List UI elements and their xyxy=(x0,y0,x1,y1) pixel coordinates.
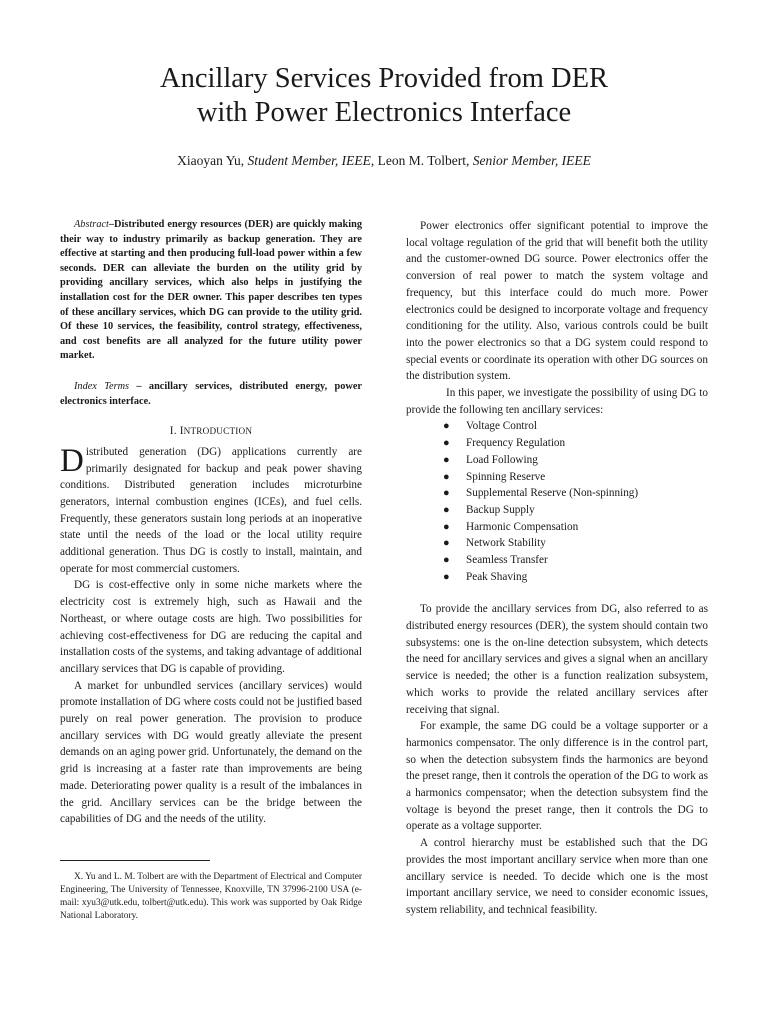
section-heading-introduction: I. INTRODUCTION xyxy=(169,425,253,438)
paper-title xyxy=(0,62,768,130)
bullet-icon: ● xyxy=(443,453,450,466)
bullet-icon: ● xyxy=(443,470,450,483)
abstract xyxy=(60,218,362,364)
right-paragraph-3: To provide the ancillary services from DG, also referred to as distributed energy resources (DER), the system should contain two subsystems: one is the on-line detection subsystem, which detects the need for ancillary services and gives a signal when an ancillary service is needed; the other is a function realization subsystem, which works to provide the related ancillary services after receiving that signal. xyxy=(406,603,708,716)
drop-cap: D xyxy=(60,442,84,479)
list-item: ● Harmonic Compensation xyxy=(443,519,708,536)
index-terms xyxy=(60,380,362,409)
footnote-rule xyxy=(60,860,210,861)
bullet-icon: ● xyxy=(443,487,450,500)
list-item: ● Frequency Regulation xyxy=(443,435,708,452)
bullet-icon: ● xyxy=(443,537,450,550)
left-column xyxy=(60,218,362,923)
bullet-icon: ● xyxy=(443,520,450,533)
right-paragraph-2: In this paper, we investigate the possibility of using DG to provide the following ten ancillary services: xyxy=(406,387,708,416)
list-item: ● Seamless Transfer xyxy=(443,552,708,569)
list-item: ● Peak Shaving xyxy=(443,569,708,586)
right-paragraph-4: For example, the same DG could be a voltage supporter or a harmonics compensator. The only difference is in the control part, so when the detection subsystem finds the harmonics are beyond the preset range, then it controls the operation of the DG to work as a harmonics compensator; when the detection subsystem find the voltage is beyond the preset range, then it controls the DG to operate as a voltage supporter. xyxy=(406,720,708,833)
index-terms-label: Index Terms xyxy=(74,380,130,392)
list-item: ● Voltage Control xyxy=(443,418,708,435)
bullet-icon: ● xyxy=(443,503,450,516)
footnote: X. Yu and L. M. Tolbert are with the Department of Electrical and Computer Engineering, The University of Tennessee, Knoxville, TN 37996-2100 USA (e-mail: xyu3@utk.edu, tolbert@utk.edu). This work was supported by Oak Ridge National Laboratory. xyxy=(60,872,362,921)
abstract-text: –Distributed energy resources (DER) are quickly making their way to industry primarily as backup generation. They are effective at starting and then producing full-load power within a few seconds. DER can alleviate the burden on the utility grid by providing ancillary services, which also helps in justifying the installation cost for the DER owner. This paper describes ten types of these ancillary services, which DG can provide to the utility grid. Of these 10 services, the feasibility, control strategy, effectiveness, and cost benefits are all analyzed for the future utility power market. xyxy=(60,219,362,362)
author-line xyxy=(0,153,768,169)
author-2-name: , Leon M. Tolbert, xyxy=(370,153,473,168)
title-line-2: with Power Electronics Interface xyxy=(196,97,572,128)
list-item: ● Spinning Reserve xyxy=(443,469,708,486)
title-line-1: Ancillary Services Provided from DER xyxy=(160,63,608,94)
right-paragraph-5: A control hierarchy must be established such that the DG provides the most important ancillary service when more than one ancillary service is needed. To decide which one is the most important ancillary service, we need to consider economic issues, system reliability, and technical feasibility. xyxy=(406,837,708,916)
author-1-role: Student Member, IEEE xyxy=(247,153,371,168)
bullet-icon: ● xyxy=(443,570,450,583)
intro-paragraph-2: DG is cost-effective only in some niche markets where the electricity cost is extremely high, such as Hawaii and the Northeast, or where outage costs are high. Two possibilities for achieving cost-effectiveness for DG are reducing the capital and installation costs of the systems, and taking advantage of additional ancillary services that DG is capable of providing. xyxy=(60,579,362,675)
intro-paragraph-1: Distributed generation (DG) applications currently are primarily designated for backup and peak power shaving conditions. Distributed generation includes microturbine generators, internal combustion engines (ICEs), and fuel cells. Frequently, these generators sustain long periods at an inoperative state until the needs of the load or the local utility require additional generation. Thus DG is costly to install, maintain, and operate for most commercial customers. xyxy=(60,442,362,575)
bullet-icon: ● xyxy=(443,420,450,433)
right-column xyxy=(406,218,708,919)
intro-paragraph-3: A market for unbundled services (ancillary services) would promote installation of DG where costs could not be justified based purely on real power generation. The provision to produce ancillary services with DG would greatly alleviate the present demands on an aging power grid. Unfortunately, the demand on the grid is increasing at a faster rate than improvements are being made. Deteriorating power quality is a result of the imbalances in the grid. Ancillary services can be the bridge between the capabilities of DG and the needs of the utility. xyxy=(60,679,362,826)
list-item: ● Network Stability xyxy=(443,535,708,552)
author-1-name: Xiaoyan Yu, xyxy=(177,153,248,168)
list-item: ● Supplemental Reserve (Non-spinning) xyxy=(443,485,708,502)
bullet-icon: ● xyxy=(443,437,450,450)
right-paragraph-1: Power electronics offer significant potential to improve the local voltage regulation of the grid that will benefit both the utility and the customer-owned DG source. Power electronics offer the conversion of real power to match the system voltage and frequency, but this interface could do much more. Power electronics could be designed to incorporate voltage and frequency conditioning for the utility. Also, various controls could be built into the power electronics so that a DG system could respond to special events or coordinate its operation with other DG sources on the distribution system. xyxy=(406,220,708,383)
list-item: ● Backup Supply xyxy=(443,502,708,519)
author-2-role: Senior Member, IEEE xyxy=(472,153,591,168)
bullet-icon: ● xyxy=(443,553,450,566)
index-terms-text: – ancillary services, distributed energy, power electronics interface. xyxy=(60,380,362,407)
abstract-label: Abstract xyxy=(74,219,109,230)
ancillary-services-list xyxy=(406,418,708,585)
list-item: ● Load Following xyxy=(443,452,708,469)
